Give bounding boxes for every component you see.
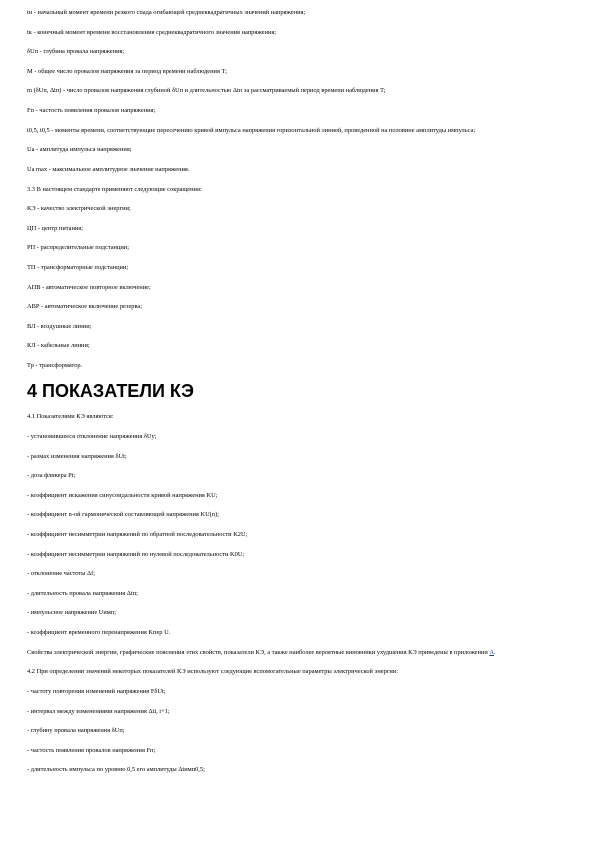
aux-item: - интервал между изменениями напряжения Δti, i+1; [27,707,170,715]
definition-m: M - общее число провалов напряжения за период времени наблюдения T; [27,67,227,75]
indicator-item: - коэффициент несимметрии напряжений по обратной последовательности K2U; [27,531,248,539]
indicator-item: - коэффициент n-ой гармонической составляющей напряжения KU(n); [27,511,219,519]
abbr-tr: Тр - трансформатор. [27,361,83,369]
paragraph-4-1: 4.1 Показателями КЭ являются: [27,413,114,421]
definition-dup: δUп - глубина провала напряжения; [27,48,125,56]
aux-item: - частость появления провалов напряжения Fп; [27,746,156,754]
definition-tk: tк - конечный момент времени восстановления среднеквадратичного значения напряжения; [27,28,277,36]
abbr-rp: РП - распределительные подстанции; [27,244,129,252]
definition-ua: Uа - амплитуда импульса напряжения; [27,146,132,154]
indicators-section [27,412,572,774]
definition-ua-max: Uа max - максимальное амплитудное значение напряжения. [27,165,190,173]
definition-tn: tн - начальный момент времени резкого спада огибающей среднеквадратичных значений напряжения; [27,9,306,16]
aux-item: - частоту повторения изменений напряжения FδUt; [27,688,166,695]
aux-item: - длительность импульса по уровню 0,5 его амплитуды Δtимп0,5; [27,766,205,774]
appendix-note-end: . [493,648,496,656]
document-page [27,8,572,785]
abbr-tp: ТП - трансформаторные подстанции; [27,263,129,271]
abbr-cp: ЦП - центр питания; [27,224,83,232]
paragraph-3-3: 3.3 В настоящем стандарте применяют следующие сокращения: [27,185,202,193]
indicator-item: - импульсное напряжение Uимп; [27,609,117,617]
appendix-note [27,648,572,657]
definitions-list [27,8,572,370]
abbr-apv: АПВ - автоматическое повторное включение; [27,283,151,291]
paragraph-4-2: 4.2 При определении значений некоторых показателей КЭ используют следующие вспомогательные параметры электрической энергии: [27,668,399,676]
abbr-kl: КЛ - кабельные линии; [27,342,90,350]
indicator-item: - коэффициент искажения синусоидальности кривой напряжения KU; [27,491,218,499]
indicator-item: - размах изменения напряжения δUt; [27,452,127,460]
definition-t05: t0,5, t0,5 - моменты времени, соответствующие пересечению кривой импульса напряжения горизонтальной линией, проведенной на половине амплитуды импульса; [27,126,476,134]
indicator-item: - отклонение частоты Δf; [27,570,96,578]
indicator-item: - длительность провала напряжения Δtп; [27,589,138,597]
abbr-vl: ВЛ - воздушные линии; [27,322,92,330]
indicator-item: - коэффициент временного перенапряжения Kпер U. [27,629,171,637]
indicator-item: - доза фликера Pt; [27,472,76,480]
abbr-avr: АВР - автоматическое включение резерва; [27,303,143,311]
indicator-item: - коэффициент несимметрии напряжений по нулевой последовательности K0U; [27,550,245,558]
definition-fp: Fп - частость появления провалов напряжения; [27,106,156,114]
abbr-ke: КЭ - качество электрической энергии; [27,205,131,213]
appendix-a-link[interactable]: А [489,648,494,656]
section-heading: 4 ПОКАЗАТЕЛИ КЭ [27,381,194,402]
indicator-item: - установившееся отклонение напряжения δUу; [27,433,157,441]
aux-item: - глубину провала напряжения δUп; [27,727,125,735]
appendix-note-text: Свойства электрической энергии, графические пояснения этих свойств, показатели КЭ, а также наиболее вероятные виновники ухудшения КЭ приведены в приложении [27,648,490,656]
definition-m-count: m (δUп, Δtп) - число провалов напряжения глубиной δUп и длительностью Δtп за рассматриваемый период времени наблюдения T; [27,87,386,95]
